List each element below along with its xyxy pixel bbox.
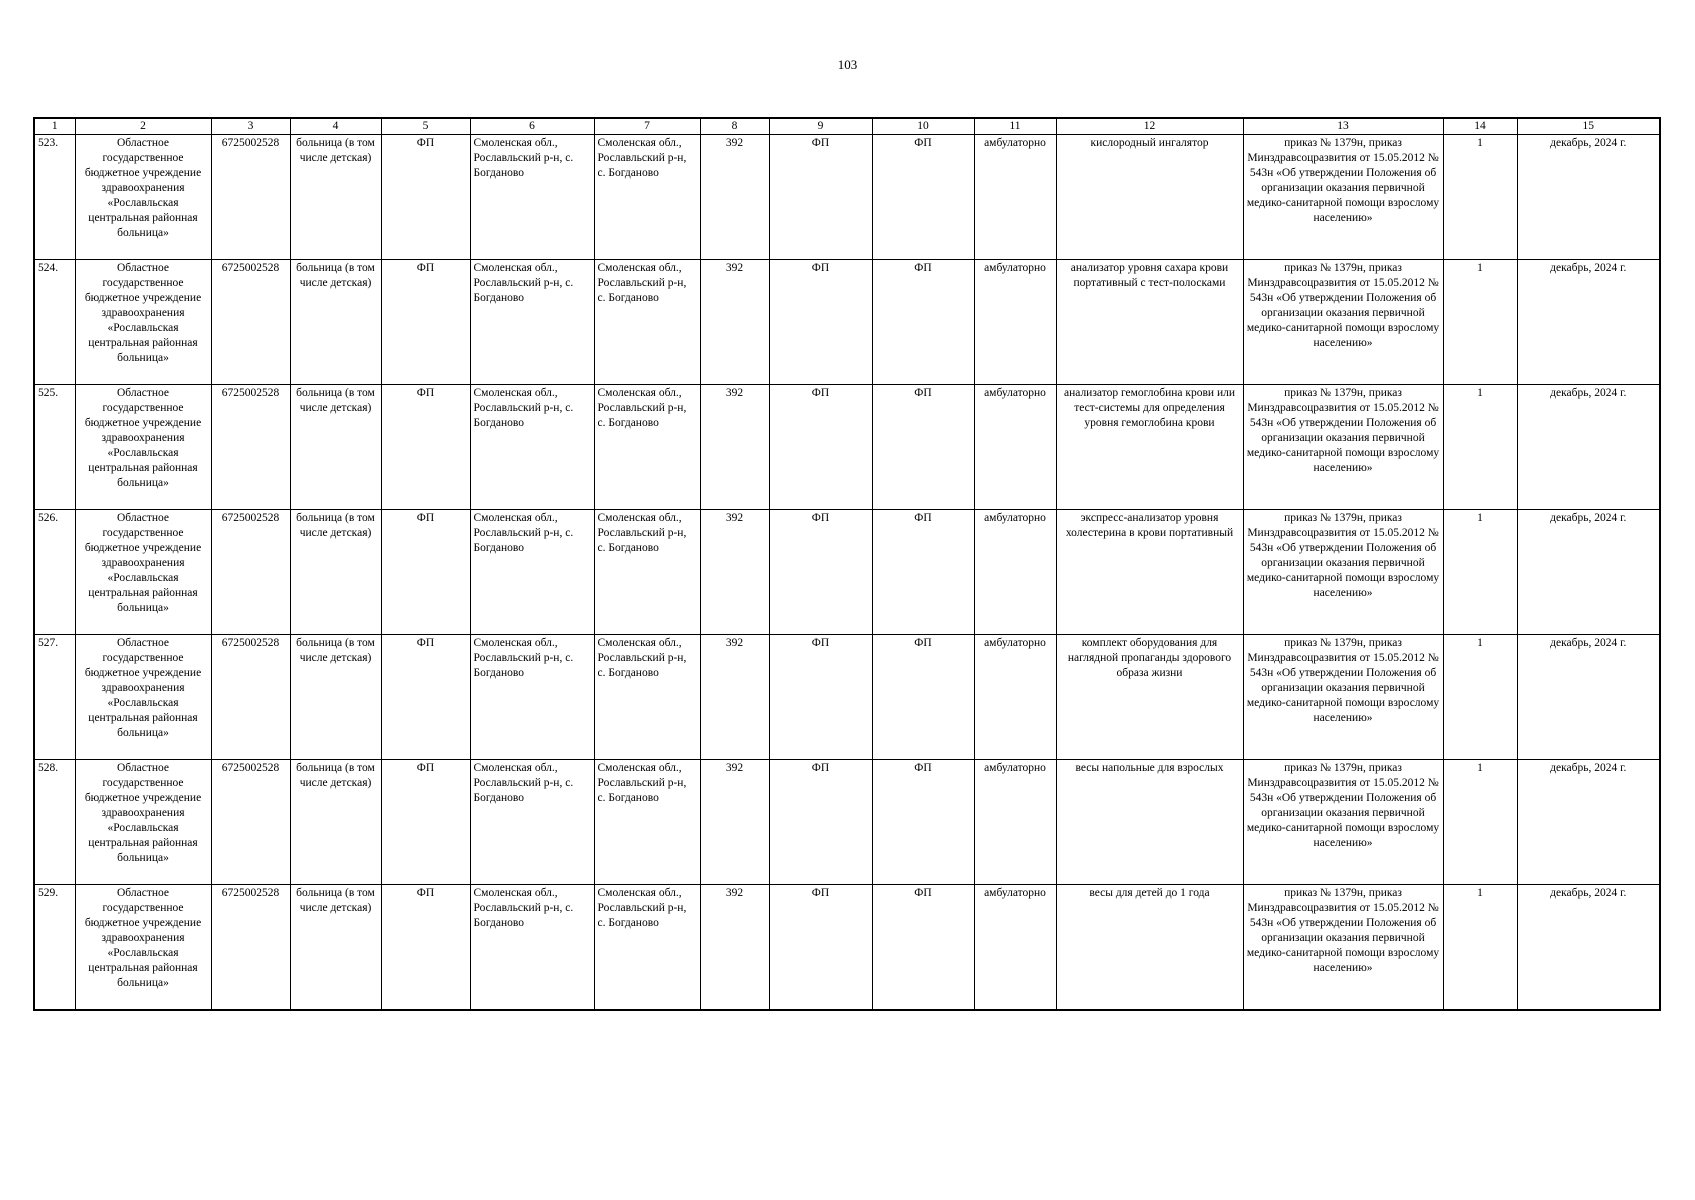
unit-kind: ФП [381,760,470,885]
code-cell: 392 [700,635,769,760]
column-header-11: 11 [974,118,1056,135]
quantity-cell: 1 [1443,635,1517,760]
regulation-order: приказ № 1379н, приказ Минздравсоцразвития от 15.05.2012 № 543н «Об утверждении Положения об организации оказания первичной медико-санитарной помощи взрослому населению» [1243,760,1443,885]
unit-kind-3: ФП [872,510,974,635]
row-number: 526. [34,510,75,635]
regulation-order: приказ № 1379н, приказ Минздравсоцразвития от 15.05.2012 № 543н «Об утверждении Положения об организации оказания первичной медико-санитарной помощи взрослому населению» [1243,635,1443,760]
column-header-2: 2 [75,118,211,135]
column-header-14: 14 [1443,118,1517,135]
column-header-9: 9 [769,118,872,135]
address-cell: Смоленская обл., Рославльский р-н, с. Богданово [470,760,594,885]
address-cell-2: Смоленская обл., Рославльский р-н, с. Богданово [594,760,700,885]
column-header-1: 1 [34,118,75,135]
unit-kind-3: ФП [872,260,974,385]
care-form: амбулаторно [974,385,1056,510]
code-cell: 392 [700,385,769,510]
code-cell: 392 [700,260,769,385]
column-header-15: 15 [1517,118,1660,135]
inn-cell: 6725002528 [211,510,290,635]
organization-name: Областное государственное бюджетное учреждение здравоохранения «Рославльская центральная районная больница» [75,260,211,385]
column-header-13: 13 [1243,118,1443,135]
unit-kind: ФП [381,260,470,385]
column-number-header-row [34,118,1660,135]
address-cell: Смоленская обл., Рославльский р-н, с. Богданово [470,260,594,385]
inn-cell: 6725002528 [211,135,290,260]
address-cell: Смоленская обл., Рославльский р-н, с. Богданово [470,510,594,635]
quantity-cell: 1 [1443,885,1517,1011]
equipment-name: комплект оборудования для наглядной пропаганды здорового образа жизни [1056,635,1243,760]
unit-kind-2: ФП [769,510,872,635]
address-cell-2: Смоленская обл., Рославльский р-н, с. Богданово [594,510,700,635]
delivery-date: декабрь, 2024 г. [1517,385,1660,510]
address-cell-2: Смоленская обл., Рославльский р-н, с. Богданово [594,885,700,1011]
delivery-date: декабрь, 2024 г. [1517,135,1660,260]
facility-type: больница (в том числе детская) [290,510,381,635]
equipment-name: анализатор гемоглобина крови или тест-системы для определения уровня гемоглобина крови [1056,385,1243,510]
row-number: 529. [34,885,75,1011]
unit-kind: ФП [381,510,470,635]
inn-cell: 6725002528 [211,260,290,385]
table-row [34,635,1660,760]
table-row [34,260,1660,385]
quantity-cell: 1 [1443,260,1517,385]
delivery-date: декабрь, 2024 г. [1517,510,1660,635]
delivery-date: декабрь, 2024 г. [1517,260,1660,385]
row-number: 528. [34,760,75,885]
facility-type: больница (в том числе детская) [290,135,381,260]
regulation-order: приказ № 1379н, приказ Минздравсоцразвития от 15.05.2012 № 543н «Об утверждении Положения об организации оказания первичной медико-санитарной помощи взрослому населению» [1243,510,1443,635]
registry-table [33,117,1661,1011]
unit-kind-3: ФП [872,135,974,260]
row-number: 527. [34,635,75,760]
facility-type: больница (в том числе детская) [290,760,381,885]
unit-kind-3: ФП [872,635,974,760]
facility-type: больница (в том числе детская) [290,260,381,385]
table-row [34,135,1660,260]
equipment-name: весы напольные для взрослых [1056,760,1243,885]
code-cell: 392 [700,760,769,885]
address-cell: Смоленская обл., Рославльский р-н, с. Богданово [470,135,594,260]
facility-type: больница (в том числе детская) [290,885,381,1011]
inn-cell: 6725002528 [211,385,290,510]
table-row [34,760,1660,885]
table-row [34,510,1660,635]
regulation-order: приказ № 1379н, приказ Минздравсоцразвития от 15.05.2012 № 543н «Об утверждении Положения об организации оказания первичной медико-санитарной помощи взрослому населению» [1243,260,1443,385]
care-form: амбулаторно [974,885,1056,1011]
regulation-order: приказ № 1379н, приказ Минздравсоцразвития от 15.05.2012 № 543н «Об утверждении Положения об организации оказания первичной медико-санитарной помощи взрослому населению» [1243,885,1443,1011]
regulation-order: приказ № 1379н, приказ Минздравсоцразвития от 15.05.2012 № 543н «Об утверждении Положения об организации оказания первичной медико-санитарной помощи взрослому населению» [1243,385,1443,510]
table-body [34,135,1660,1011]
unit-kind-3: ФП [872,760,974,885]
unit-kind-2: ФП [769,760,872,885]
unit-kind-2: ФП [769,385,872,510]
code-cell: 392 [700,510,769,635]
table-row [34,385,1660,510]
organization-name: Областное государственное бюджетное учреждение здравоохранения «Рославльская центральная районная больница» [75,135,211,260]
column-header-4: 4 [290,118,381,135]
unit-kind: ФП [381,385,470,510]
organization-name: Областное государственное бюджетное учреждение здравоохранения «Рославльская центральная районная больница» [75,385,211,510]
column-header-3: 3 [211,118,290,135]
inn-cell: 6725002528 [211,635,290,760]
unit-kind-3: ФП [872,885,974,1011]
address-cell: Смоленская обл., Рославльский р-н, с. Богданово [470,635,594,760]
quantity-cell: 1 [1443,760,1517,885]
column-header-7: 7 [594,118,700,135]
unit-kind: ФП [381,885,470,1011]
table-row [34,885,1660,1011]
unit-kind-3: ФП [872,385,974,510]
row-number: 523. [34,135,75,260]
column-header-8: 8 [700,118,769,135]
care-form: амбулаторно [974,760,1056,885]
quantity-cell: 1 [1443,385,1517,510]
equipment-name: весы для детей до 1 года [1056,885,1243,1011]
inn-cell: 6725002528 [211,885,290,1011]
equipment-name: анализатор уровня сахара крови портативный с тест-полосками [1056,260,1243,385]
delivery-date: декабрь, 2024 г. [1517,885,1660,1011]
care-form: амбулаторно [974,260,1056,385]
unit-kind-2: ФП [769,885,872,1011]
care-form: амбулаторно [974,135,1056,260]
unit-kind-2: ФП [769,260,872,385]
column-header-10: 10 [872,118,974,135]
organization-name: Областное государственное бюджетное учреждение здравоохранения «Рославльская центральная районная больница» [75,510,211,635]
code-cell: 392 [700,885,769,1011]
equipment-name: экспресс-анализатор уровня холестерина в крови портативный [1056,510,1243,635]
organization-name: Областное государственное бюджетное учреждение здравоохранения «Рославльская центральная районная больница» [75,760,211,885]
address-cell-2: Смоленская обл., Рославльский р-н, с. Богданово [594,135,700,260]
care-form: амбулаторно [974,510,1056,635]
unit-kind: ФП [381,135,470,260]
facility-type: больница (в том числе детская) [290,635,381,760]
column-header-5: 5 [381,118,470,135]
delivery-date: декабрь, 2024 г. [1517,760,1660,885]
organization-name: Областное государственное бюджетное учреждение здравоохранения «Рославльская центральная районная больница» [75,885,211,1011]
address-cell-2: Смоленская обл., Рославльский р-н, с. Богданово [594,635,700,760]
column-header-12: 12 [1056,118,1243,135]
delivery-date: декабрь, 2024 г. [1517,635,1660,760]
quantity-cell: 1 [1443,510,1517,635]
equipment-name: кислородный ингалятор [1056,135,1243,260]
regulation-order: приказ № 1379н, приказ Минздравсоцразвития от 15.05.2012 № 543н «Об утверждении Положения об организации оказания первичной медико-санитарной помощи взрослому населению» [1243,135,1443,260]
row-number: 524. [34,260,75,385]
unit-kind-2: ФП [769,635,872,760]
unit-kind-2: ФП [769,135,872,260]
quantity-cell: 1 [1443,135,1517,260]
column-header-6: 6 [470,118,594,135]
code-cell: 392 [700,135,769,260]
address-cell: Смоленская обл., Рославльский р-н, с. Богданово [470,885,594,1011]
facility-type: больница (в том числе детская) [290,385,381,510]
address-cell-2: Смоленская обл., Рославльский р-н, с. Богданово [594,385,700,510]
inn-cell: 6725002528 [211,760,290,885]
address-cell-2: Смоленская обл., Рославльский р-н, с. Богданово [594,260,700,385]
unit-kind: ФП [381,635,470,760]
row-number: 525. [34,385,75,510]
organization-name: Областное государственное бюджетное учреждение здравоохранения «Рославльская центральная районная больница» [75,635,211,760]
address-cell: Смоленская обл., Рославльский р-н, с. Богданово [470,385,594,510]
care-form: амбулаторно [974,635,1056,760]
page-number: 103 [837,57,858,72]
